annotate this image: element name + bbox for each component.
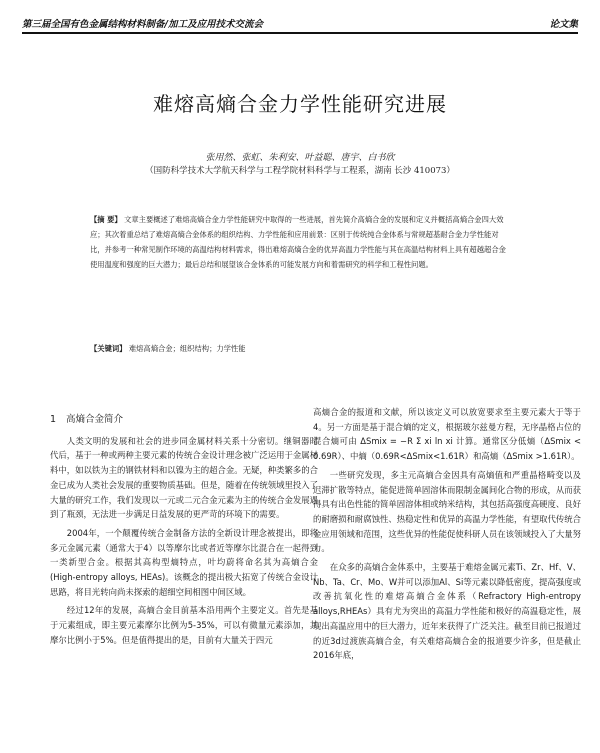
left-column — [50, 413, 318, 652]
body-paragraph: 经过12年的发展，高熵合金目前基本沿用两个主要定义。首先是基于元素组成，即主要元素摩尔比例为5-35%，可以有微量元素添加，其摩尔比例小于5%。但是值得提出的是，目前有大量关于四元 — [50, 605, 318, 645]
keywords — [90, 344, 510, 354]
body-paragraph: 人类文明的发展和社会的进步同金属材料关系十分密切。继铜器时代后，基于一种或两种主要元素的传统合金设计理念被广泛运用于金属材料中，如以铁为主的钢铁材料和以镍为主的超合金。无疑，种类繁多的合金已成为人类社会发展的重要物质基础。但是，随着在传统领域里投入了大量的研究工作，我们发现以一元或二元合金元素为主的传统合金发展遇到了瓶颈，无法进一步满足日益发展的更严苛的环境下的需要。 — [50, 435, 318, 520]
abstract — [90, 212, 510, 272]
body-paragraph: 2004年，一个颠覆传统合金制备方法的全新设计理念被提出，即将多元金属元素（通常大于4）以等摩尔比或者近等摩尔比混合在一起得到一类新型合金。根据其高构型熵特点，叶均蔚将命名其为高熵合金(High-entropy alloys, HEAs)。该概念的提出极大拓宽了传统合金设计思路，将目光转向尚未探索的超细空间相图中间区域。 — [50, 527, 318, 597]
section-heading — [50, 413, 318, 428]
paper-title: 难熔高熵合金力学性能研究进展 — [153, 92, 447, 116]
section-title: 高熵合金简介 — [66, 414, 124, 425]
body-paragraph: 在众多的高熵合金体系中，主要基于难熔金属元素Ti、Zr、Hf、V、Nb、Ta、Cr、Mo、W并可以添加Al、Si等元素以降低密度，提高强度或改善抗氧化性的难熔高熵合金体系（Refractory High-entropy alloys,RHEAs）具有尤为突出的高温力学性能和极好的高温稳定性，展现出高温应用中的巨大潜力，近年来获得了广泛关注。截至目前已报道过的近3d过渡族高熵合金，有关难熔高熵合金的报道要少许多，但是截止2016年底， — [313, 562, 581, 661]
abstract-text: 文章主要概述了难熔高熵合金力学性能研究中取得的一些进展，首先简介高熵合金的发展和定义并概括高熵合金四大效应；其次着重总结了难熔高熵合金体系的组织结构、力学性能和应用前景：区别于传统纯合金体系与常规超基耐合金力学性能对比，并参考一种常见制作环境的高温结构材料需求，得出难熔高熵合金的优异高温力学性能与其在高温结构材料上具有超越超合金使用温度和强度的巨大潜力；最后总结和展望该合金体系的可能发展方向和着需研究的科学和工程性问题。 — [90, 215, 506, 269]
header-rule — [22, 32, 578, 34]
keywords-text: 难熔高熵合金；组织结构；力学性能 — [128, 344, 246, 353]
right-column — [313, 405, 581, 667]
authors: 张用然、张虹、朱利安、叶益聪、唐宇、白书欣 — [205, 153, 395, 163]
header-conference: 第三届全国有色金属结构材料制备/加工及应用技术交流会 — [22, 19, 263, 30]
body-paragraph: 高熵合金的报道和文献，所以该定义可以放宽要求至主要元素大于等于4。另一方面是基于混合熵的定义，根据玻尔兹曼方程，无序晶格占位的混合熵可由 ΔSmix = −R Σ xi ln xi 计算。通常区分低熵（ΔSmix < 0.69R）、中熵（0.69R<ΔSmix<1.61R）和高熵（ΔSmix >1.61R）。 — [313, 407, 581, 462]
keywords-label: 【关键词】 — [90, 344, 127, 353]
section-number: 1 — [50, 414, 57, 425]
body-paragraph: 一些研究发现，多主元高熵合金因具有高熵值和严重晶格畸变以及迟滞扩散等特点，能促进简单固溶体而限制金属间化合物的形成，从而获得具有出色性能的简单固溶体相或纳米结构，其包括高强度高硬度、良好的耐磨损和耐腐蚀性、热稳定性和优异的高温力学性能，有望取代传统合金应用领域和范围，这些优异的性能促使科研人员在该领域投入了大量努力。 — [313, 469, 581, 554]
abstract-label: 【摘 要】 — [90, 215, 122, 224]
running-header — [22, 14, 578, 32]
header-section: 论文集 — [549, 19, 578, 30]
affiliation: （国防科学技术大学航天科学与工程学院材料科学与工程系，湖南 长沙 410073） — [145, 166, 455, 176]
